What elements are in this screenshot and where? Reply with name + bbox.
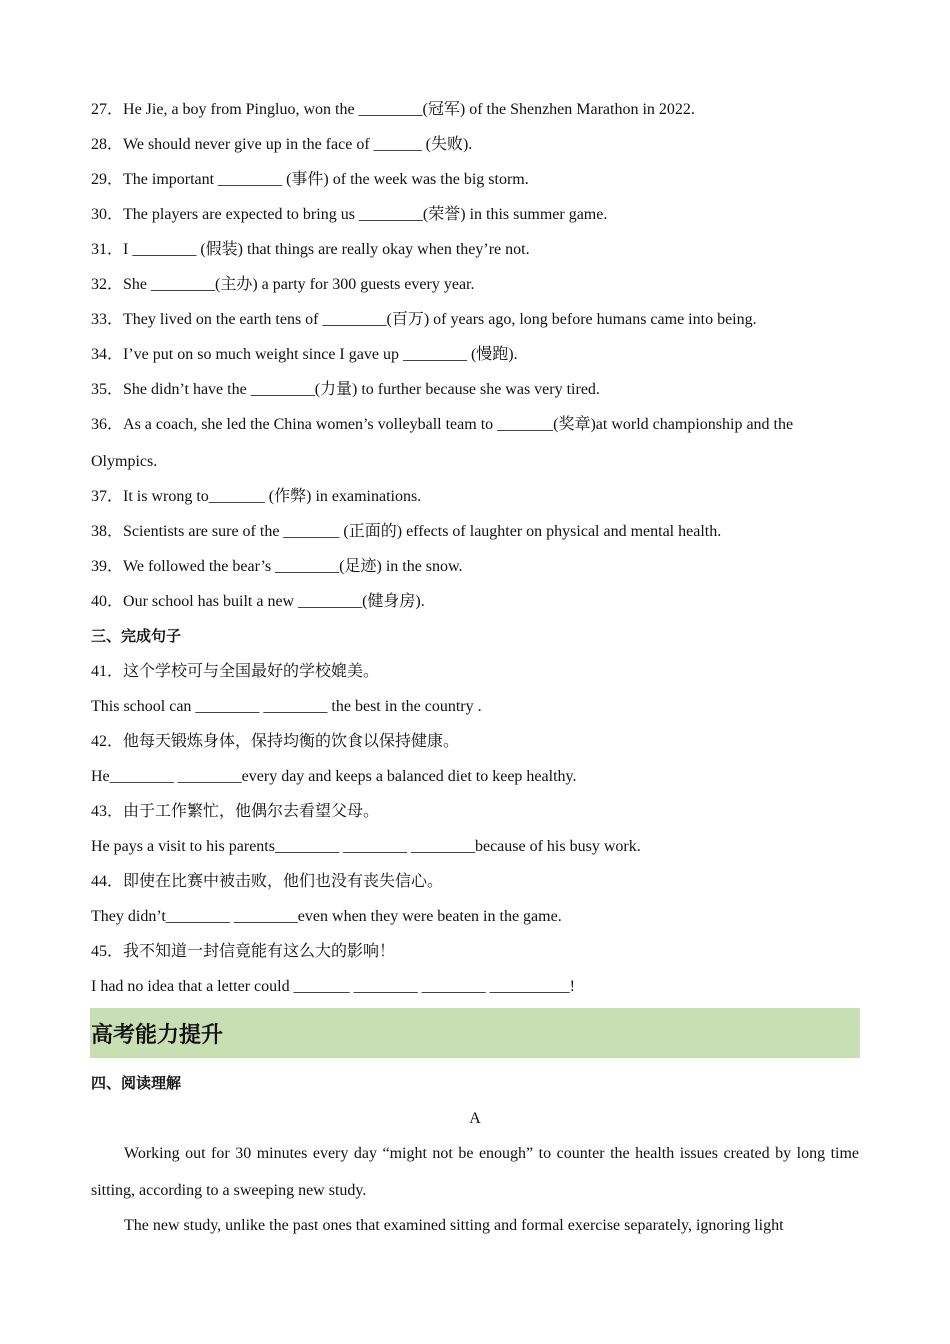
list-item: 33．They lived on the earth tens of ________(百万) of years ago, long before humans came into being. xyxy=(91,311,757,328)
banner-title: 高考能力提升 xyxy=(91,1022,224,1048)
list-item: 34．I’ve put on so much weight since I gave up ________ (慢跑). xyxy=(91,346,518,363)
list-item: 32．She ________(主办) a party for 300 guests every year. xyxy=(91,276,475,293)
paragraph: The new study, unlike the past ones that examined sitting and formal exercise separately, ignoring light xyxy=(124,1217,784,1234)
list-item: 44．即使在比赛中被击败，他们也没有丧失信心。 xyxy=(91,873,444,890)
document-page xyxy=(91,96,859,1244)
list-item: 31．I ________ (假装) that things are really okay when they’re not. xyxy=(91,241,530,258)
list-item: 28．We should never give up in the face of ______ (失败). xyxy=(91,136,473,153)
list-item-english: He pays a visit to his parents________ ________ ________because of his busy work. xyxy=(91,838,641,855)
list-item: 42．他每天锻炼身体，保持均衡的饮食以保持健康。 xyxy=(91,733,460,750)
list-item: 36．As a coach, she led the China women’s volleyball team to _______(奖章)at world championship and the xyxy=(91,416,794,433)
list-item: 38．Scientists are sure of the _______ (正面的) effects of laughter on physical and mental health. xyxy=(91,523,722,540)
list-item: 43．由于工作繁忙，他偶尔去看望父母。 xyxy=(91,803,380,820)
list-item: 27．He Jie, a boy from Pingluo, won the ________(冠军) of the Shenzhen Marathon in 2022. xyxy=(91,101,695,118)
fill-blank-list xyxy=(91,96,859,623)
section-heading-complete-sentences: 三、完成句子 xyxy=(91,627,182,645)
list-item: 40．Our school has built a new ________(健身房). xyxy=(91,593,425,610)
list-item: 35．She didn’t have the ________(力量) to further because she was very tired. xyxy=(91,381,600,398)
list-item: 41．这个学校可与全国最好的学校媲美。 xyxy=(91,663,380,680)
section-banner xyxy=(90,1008,860,1058)
list-item-english: This school can ________ ________ the best in the country . xyxy=(91,698,482,715)
section-heading-reading: 四、阅读理解 xyxy=(91,1074,182,1092)
list-item: 37．It is wrong to_______ (作弊) in examinations. xyxy=(91,488,422,505)
list-item: 30．The players are expected to bring us ________(荣誉) in this summer game. xyxy=(91,206,608,223)
list-item: 29．The important ________ (事件) of the week was the big storm. xyxy=(91,171,529,188)
paragraph: Working out for 30 minutes every day “might not be enough” to counter the health issues created by long time sitting, according to a sweeping new study. xyxy=(91,1145,859,1199)
list-item-english: I had no idea that a letter could _______ ________ ________ __________! xyxy=(91,978,575,995)
list-item-continuation: Olympics. xyxy=(91,453,158,470)
list-item: 39．We followed the bear’s ________(足迹) in the snow. xyxy=(91,558,463,575)
list-item: 45．我不知道一封信竟能有这么大的影响！ xyxy=(91,943,396,960)
passage-label: A xyxy=(469,1110,481,1127)
list-item-english: They didn’t________ ________even when they were beaten in the game. xyxy=(91,908,562,925)
list-item-english: He________ ________every day and keeps a balanced diet to keep healthy. xyxy=(91,768,577,785)
sentence-list xyxy=(91,658,859,1008)
